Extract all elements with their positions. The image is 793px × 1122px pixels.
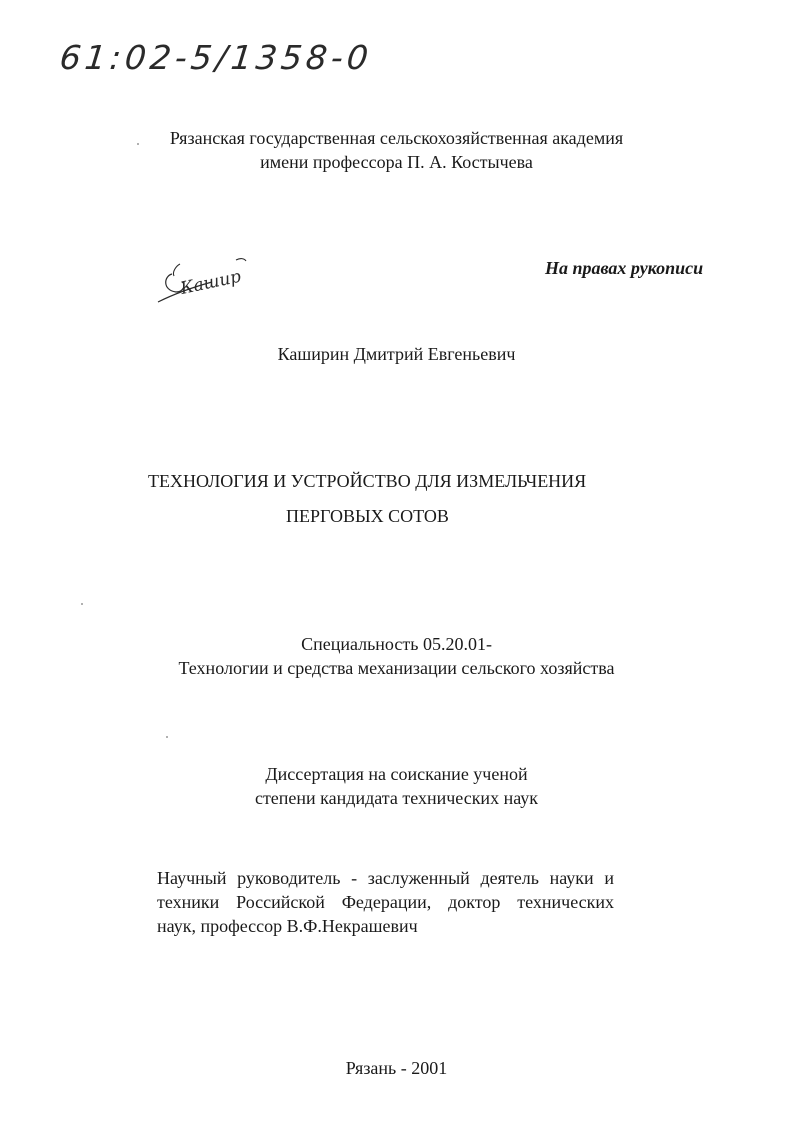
scan-speck [137,143,139,145]
archive-code-handwritten: 61:02-5/1358-0 [57,38,375,77]
author-signature [150,252,255,312]
manuscript-rights-label: На правах рукописи [545,258,704,278]
city-and-year: Рязань - 2001 [345,1058,448,1078]
academy-name-line-2: имени профессора П. А. Костычева [260,152,533,172]
scientific-supervisor [157,866,614,938]
supervisor-line-2: техники Российской Федерации, доктор технических [157,892,614,912]
thesis-title-line-2: ПЕРГОВЫХ СОТОВ [286,506,449,526]
academy-name-line-1: Рязанская государственная сельскохозяйственная академия [169,128,624,148]
supervisor-line-1: Научный руководитель - заслуженный деятель науки и [157,868,614,888]
signature-text: Кашир [178,266,243,299]
supervisor-line-3: наук, профессор В.Ф.Некрашевич [157,916,418,936]
dissertation-purpose [0,762,793,810]
scan-speck [81,603,83,605]
thesis-title-line-1: ТЕХНОЛОГИЯ И УСТРОЙСТВО ДЛЯ ИЗМЕЛЬЧЕНИЯ [148,471,587,491]
academy-name [0,126,793,174]
scan-speck [166,736,168,738]
speciality-code: Специальность 05.20.01- [301,634,492,654]
author-name: Каширин Дмитрий Евгеньевич [277,344,516,364]
dissertation-purpose-line-2: степени кандидата технических наук [254,788,539,808]
speciality [0,632,793,680]
dissertation-purpose-line-1: Диссертация на соискание ученой [265,764,528,784]
speciality-name: Технологии и средства механизации сельского хозяйства [178,658,615,678]
